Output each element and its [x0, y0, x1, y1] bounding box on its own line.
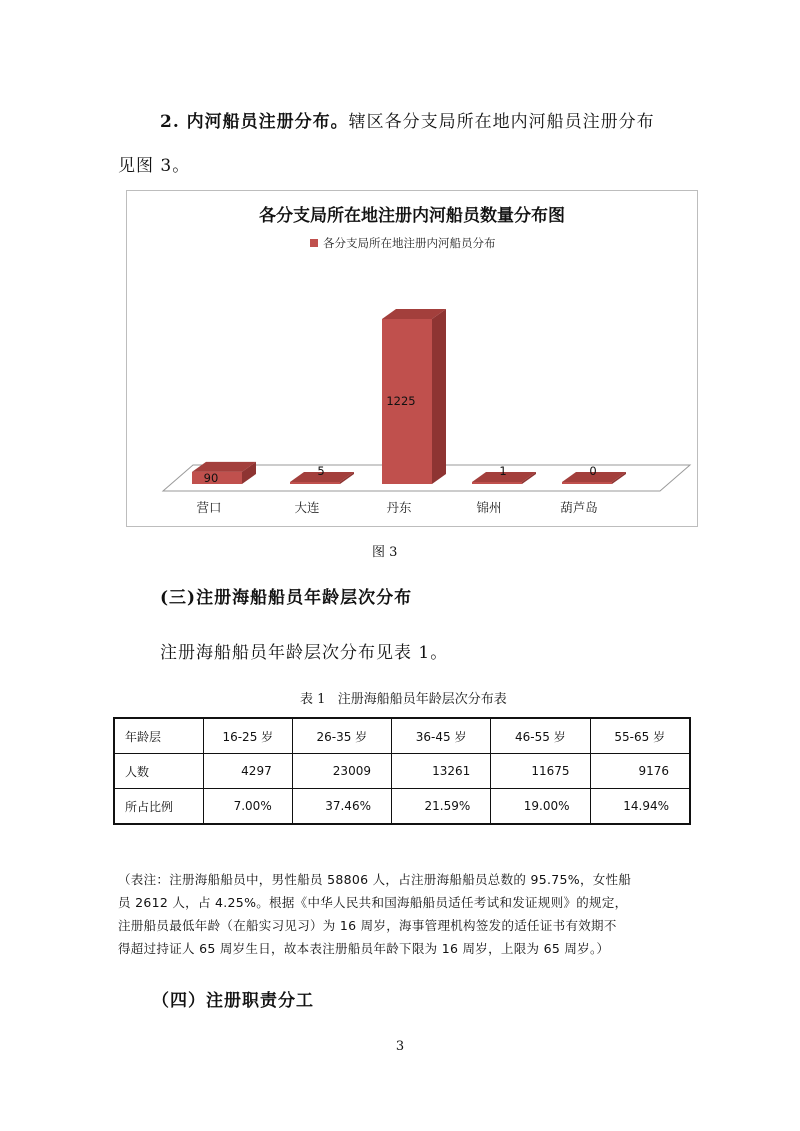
table-cell: 7.00%	[203, 789, 292, 825]
table-cell: 37.46%	[292, 789, 391, 825]
table-caption: 表 1 注册海船船员年龄层次分布表	[300, 692, 507, 707]
table-cell: 11675	[491, 754, 590, 789]
data-label: 1225	[386, 393, 416, 408]
table-row-label: 所占比例	[114, 789, 203, 825]
table-row	[114, 789, 690, 825]
table-cell: 21.59%	[391, 789, 490, 825]
paragraph-lead: 2. 内河船员注册分布。	[160, 112, 349, 132]
bar-front	[290, 482, 340, 484]
chart-title: 各分支局所在地注册内河船员数量分布图	[259, 206, 565, 226]
table-header-cell: 年龄层	[114, 718, 203, 754]
table-cell: 19.00%	[491, 789, 590, 825]
table-note	[118, 868, 693, 960]
age-distribution-table	[113, 717, 691, 825]
data-label: 1	[499, 464, 507, 478]
table-header-cell: 55-65 岁	[590, 718, 690, 754]
table-note-line: 注册船员最低年龄（在船实习见习）为 16 周岁，海事管理机构签发的适任证书有效期不	[118, 918, 617, 933]
category-label: 丹东	[386, 500, 412, 515]
paragraph-inland-seafarers	[160, 107, 655, 132]
section-text-age: 注册海船船员年龄层次分布见表 1。	[160, 643, 449, 663]
table-note-line: 员 2612 人，占 4.25%。根据《中华人民共和国海船船员适任考试和发证规则》的规定，	[118, 895, 628, 910]
figure-caption: 图 3	[372, 545, 398, 560]
table-cell: 9176	[590, 754, 690, 789]
category-label: 锦州	[476, 500, 502, 515]
legend-swatch	[310, 239, 318, 247]
bar-side	[432, 309, 446, 484]
paragraph-line2: 见图 3。	[118, 156, 191, 176]
category-label: 营口	[196, 500, 222, 515]
table-row-label: 人数	[114, 754, 203, 789]
data-label: 0	[589, 464, 597, 478]
table-note-line: 得超过持证人 65 周岁生日，故本表注册船员年龄下限为 16 周岁，上限为 65 周岁。）	[118, 941, 610, 956]
table-header-cell: 26-35 岁	[292, 718, 391, 754]
table-cell: 23009	[292, 754, 391, 789]
paragraph-text: 辖区各分支局所在地内河船员注册分布	[348, 112, 655, 132]
data-label: 5	[317, 464, 325, 478]
table-header-cell: 36-45 岁	[391, 718, 490, 754]
data-label: 90	[203, 471, 219, 485]
bar-front	[562, 482, 612, 484]
bar-front	[472, 482, 522, 484]
category-label: 葫芦岛	[560, 500, 598, 515]
table-cell: 4297	[203, 754, 292, 789]
table-note-line: （表注：注册海船船员中，男性船员 58806 人，占注册海船船员总数的 95.75%，女性船	[118, 872, 632, 887]
table-row	[114, 754, 690, 789]
table-header-cell: 16-25 岁	[203, 718, 292, 754]
table-cell: 14.94%	[590, 789, 690, 825]
chart-frame	[126, 190, 698, 527]
bar-1	[192, 462, 256, 484]
category-label: 大连	[294, 500, 320, 515]
section-heading-duties: （四）注册职责分工	[152, 991, 314, 1011]
bar-chart	[127, 191, 697, 526]
table-cell: 13261	[391, 754, 490, 789]
table-header-cell: 46-55 岁	[491, 718, 590, 754]
section-heading-age: (三)注册海船船员年龄层次分布	[160, 588, 413, 608]
table-header-row	[114, 718, 690, 754]
page-number: 3	[395, 1039, 405, 1054]
legend-label: 各分支局所在地注册内河船员分布	[323, 236, 496, 250]
